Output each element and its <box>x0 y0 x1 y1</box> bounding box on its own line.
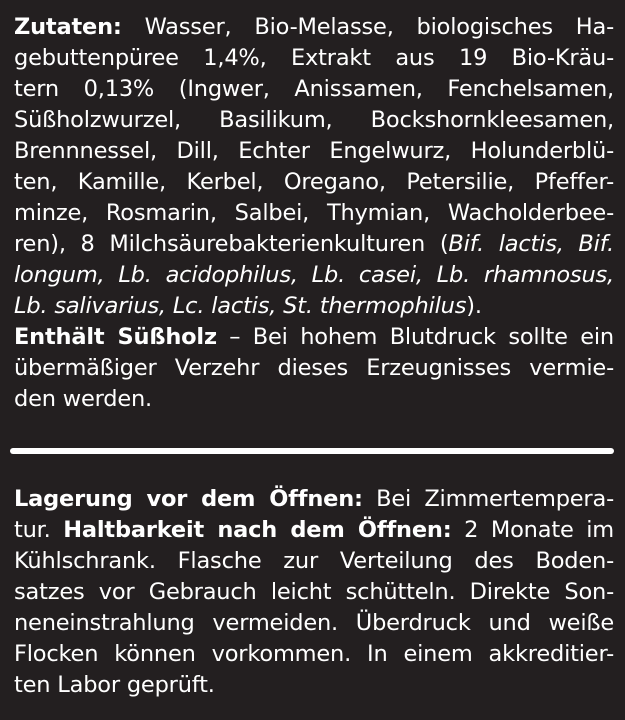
shelf-life-heading: Haltbarkeit nach dem Öffnen: <box>63 517 452 543</box>
warning-line-2: übermäßiger Verzehr dieses Erzeugnisses vermie- <box>14 355 614 381</box>
ingredients-line-10: Lb. salivarius, Lc. lactis, St. thermophilus). <box>14 293 482 319</box>
storage-line-6: Flocken können vorkommen. In einem akkreditier- <box>14 641 614 667</box>
ingredients-line-8: ren), 8 Milchsäurebakterienkulturen (Bif. lactis, Bif. <box>14 231 614 257</box>
storage-block <box>14 484 614 701</box>
storage-line-4: satzes vor Gebrauch leicht schütteln. Direkte Son- <box>14 579 614 605</box>
section-divider <box>10 448 614 454</box>
ingredients-line-6: ten, Kamille, Kerbel, Oregano, Petersilie, Pfeffer- <box>14 169 614 195</box>
ingredients-line-4: Süßholzwurzel, Basilikum, Bockshornkleesamen, <box>14 107 614 133</box>
ingredients-line-9: longum, Lb. acidophilus, Lb. casei, Lb. rhamnosus, <box>14 262 614 288</box>
storage-line-7: ten Labor geprüft. <box>14 672 215 698</box>
ingredients-line-5: Brennnessel, Dill, Echter Engelwurz, Holunderblü- <box>14 138 614 164</box>
storage-line-1: Lagerung vor dem Öffnen: Bei Zimmertempera- <box>14 486 614 512</box>
ingredients-block <box>14 12 614 415</box>
ingredients-line-3: tern 0,13% (Ingwer, Anissamen, Fenchelsamen, <box>14 76 614 102</box>
ingredients-heading: Zutaten: <box>14 14 122 40</box>
storage-line-2: tur. Haltbarkeit nach dem Öffnen: 2 Monate im <box>14 517 614 543</box>
warning-line-1: Enthält Süßholz – Bei hohem Blutdruck sollte ein <box>14 324 614 350</box>
storage-heading: Lagerung vor dem Öffnen: <box>14 486 363 512</box>
ingredients-line-2: gebuttenpüree 1,4%, Extrakt aus 19 Bio-Kräu- <box>14 45 614 71</box>
warning-heading: Enthält Süßholz <box>14 324 217 350</box>
ingredients-line-1: Zutaten: Wasser, Bio-Melasse, biologisches Ha- <box>14 14 614 40</box>
warning-line-3: den werden. <box>14 386 152 412</box>
storage-line-3: Kühlschrank. Flasche zur Verteilung des Boden- <box>14 548 614 574</box>
ingredients-line-7: minze, Rosmarin, Salbei, Thymian, Wacholderbee- <box>14 200 614 226</box>
storage-line-5: neneinstrahlung vermeiden. Überdruck und weiße <box>14 610 614 636</box>
